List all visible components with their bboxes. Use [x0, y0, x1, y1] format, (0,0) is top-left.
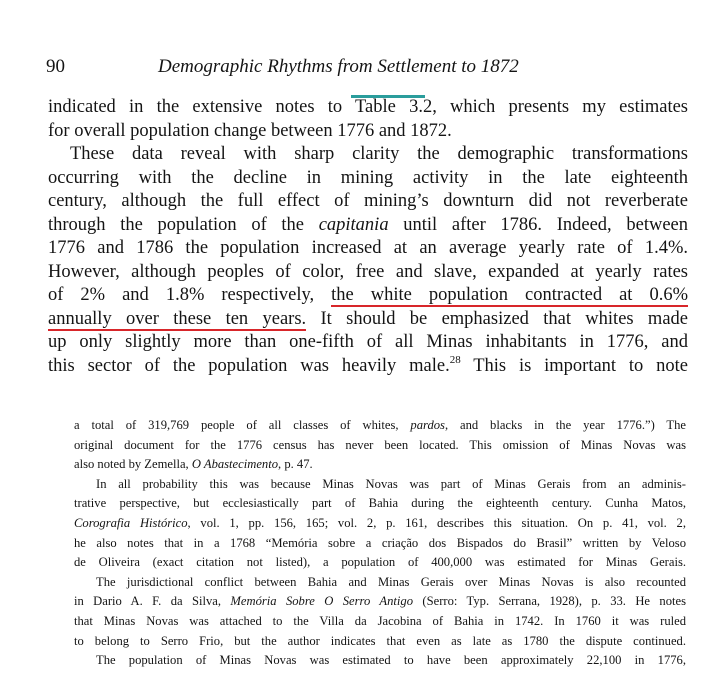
body-line-6: through the population of the capitania until after 1786. Indeed, between	[48, 214, 688, 235]
note-line-2: original document for the 1776 census has never been located. This omission of Minas Novas was	[74, 437, 686, 452]
note-line-1: a total of 319,769 people of all classes of whites, pardos, and blacks in the year 1776.”) The	[74, 418, 686, 432]
running-header	[46, 56, 686, 86]
running-title: Demographic Rhythms from Settlement to 1872	[158, 56, 519, 77]
body-line-9: of 2% and 1.8% respectively, the white population contracted at 0.6%	[48, 285, 688, 305]
highlight-annually: annually over these ten years.	[48, 308, 307, 329]
footnotes	[74, 416, 686, 671]
body-line-1: indicated in the extensive notes to Table 3.2, which presents my estimates	[48, 97, 688, 117]
body-line-10: annually over these ten years. It should be emphasized that whites made	[48, 308, 688, 329]
page-number: 90	[46, 56, 65, 77]
note-line-13: The population of Minas Novas was estimated to have been approximately 22,100 in 1776,	[96, 653, 686, 668]
body-line-4: occurring with the decline in mining activity in the late eighteenth	[48, 167, 688, 188]
note-line-10: in Dario A. F. da Silva, Memória Sobre O Serro Antigo (Serro: Typ. Serrana, 1928), p. 33. He notes	[74, 594, 686, 609]
body-line-12: this sector of the population was heavily male.$^{28}$ This is important to note	[48, 354, 688, 376]
body-line-2: for overall population change between 1776 and 1872.	[48, 120, 452, 141]
note-line-6: Corografia Histórico, vol. 1, pp. 156, 165; vol. 2, p. 161, describes this situation. On p. 41, vol. 2,	[74, 515, 686, 530]
note-line-7: he also notes that in a 1768 “Memória sobre a criação dos Bispados do Brasil” written by Veloso	[74, 535, 686, 550]
note-line-12: to belong to Serro Frio, but the author indicates that even as late as 1780 the dispute continued.	[74, 633, 686, 648]
note-line-4: In all probability this was because Minas Novas was part of Minas Gerais from an adminis-	[96, 476, 686, 491]
note-line-5: trative perspective, but ecclesiastically part of Bahia during the eighteenth century. Cunha Matos,	[74, 496, 686, 511]
body-line-3: These data reveal with sharp clarity the demographic transformations	[70, 144, 688, 164]
body-line-5: century, although the full effect of mining’s downturn did not reverberate	[48, 191, 688, 211]
body-line-8: However, although peoples of color, free and slave, expanded at yearly rates	[48, 261, 688, 282]
note-line-8: de Oliveira (exact citation not listed), a population of 400,000 was estimated for Minas Gerais.	[74, 555, 686, 570]
highlight-white-population: the white population contracted at 0.6%	[331, 285, 688, 305]
note-line-11: that Minas Novas was attached to the Villa da Jacobina of Bahia in 1742. In 1760 it was ruled	[74, 613, 686, 628]
note-line-9: The jurisdictional conflict between Bahia and Minas Gerais over Minas Novas is also recounted	[96, 574, 686, 589]
footnote-ref-28[interactable]: 28	[449, 354, 461, 366]
table-3-2-reference[interactable]: Table 3.2	[355, 97, 433, 117]
body-paragraphs	[48, 96, 688, 378]
body-line-7: 1776 and 1786 the population increased at an average yearly rate of 1.4%.	[48, 238, 688, 258]
note-line-3: also noted by Zemella, O Abastecimento, p. 47.	[74, 457, 313, 472]
body-line-11: up only slightly more than one-fifth of all Minas inhabitants in 1776, and	[48, 332, 688, 352]
